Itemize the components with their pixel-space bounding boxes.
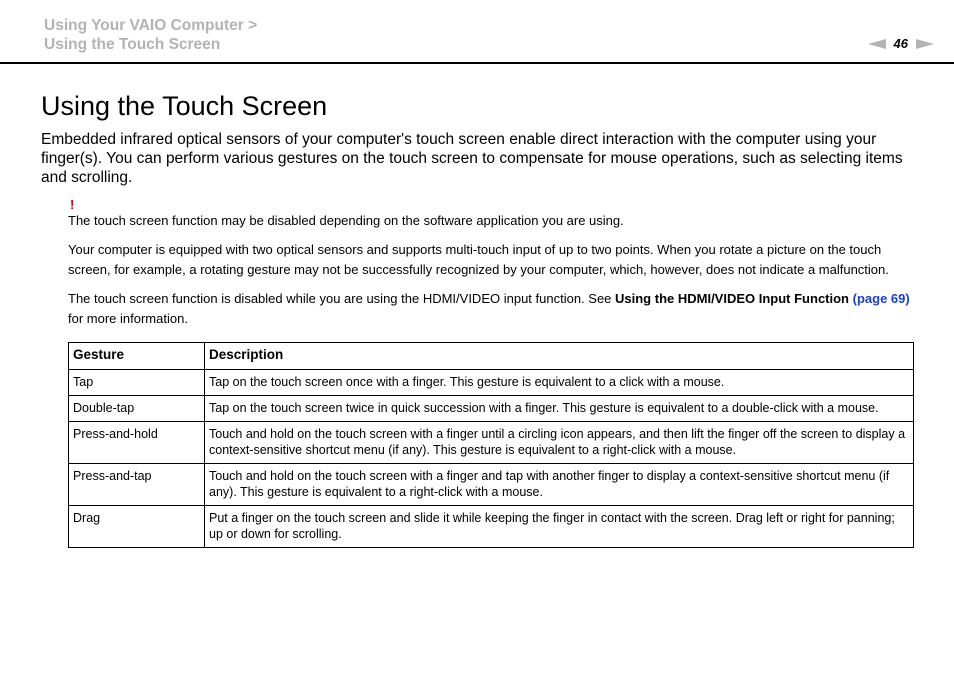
gesture-cell: Double-tap [69,396,205,422]
breadcrumb [44,16,257,54]
warning-icon: ! [70,197,75,212]
description-cell: Touch and hold on the touch screen with a finger until a circling icon appears, and then lift the finger off the screen to display a context-sensitive shortcut menu (if any). This gesture is equivalent to a right-click with a mouse. [205,422,914,464]
page-69-link[interactable]: (page 69) [852,291,910,306]
note-hdmi-suffix: for more information. [68,311,188,326]
gesture-cell: Press-and-hold [69,422,205,464]
note-disabled-apps: The touch screen function may be disabled depending on the software application you are using. [68,213,624,228]
note-hdmi-text: The touch screen function is disabled while you are using the HDMI/VIDEO input function. See [68,291,616,306]
gesture-cell: Press-and-tap [69,464,205,506]
note-hdmi-reference: Using the HDMI/VIDEO Input Function [615,291,849,306]
breadcrumb-parent[interactable]: Using Your VAIO Computer > [44,17,258,34]
header-divider [0,62,954,64]
column-header-description: Description [205,343,914,370]
page-navigator [868,36,934,51]
description-cell: Touch and hold on the touch screen with a finger and tap with another finger to display a context-sensitive shortcut menu (if any). This gesture is equivalent to a right-click with a mouse. [205,464,914,506]
table-row [69,422,914,464]
breadcrumb-current: Using the Touch Screen [44,36,221,53]
gesture-cell: Tap [69,370,205,396]
previous-page-arrow-icon[interactable] [868,39,886,49]
table-header-row [69,343,914,370]
gesture-cell: Drag [69,506,205,548]
table-row [69,370,914,396]
next-page-arrow-icon[interactable] [916,39,934,49]
page-title: Using the Touch Screen [41,91,328,121]
column-header-gesture: Gesture [69,343,205,370]
table-row [69,464,914,506]
table-row [69,506,914,548]
description-cell: Tap on the touch screen once with a finger. This gesture is equivalent to a click with a mouse. [205,370,914,396]
note-multitouch: Your computer is equipped with two optical sensors and supports multi-touch input of up to two points. When you rotate a picture on the touch screen, for example, a rotating gesture may not be successfully recognized by your computer, which, however, does not indicate a malfunction. [68,242,889,277]
page-number: 46 [893,36,908,51]
gesture-table [68,342,914,548]
note-hdmi [68,289,916,329]
description-cell: Put a finger on the touch screen and slide it while keeping the finger in contact with the screen. Drag left or right for panning; up or down for scrolling. [205,506,914,548]
notes-section [68,198,916,338]
intro-paragraph: Embedded infrared optical sensors of your computer's touch screen enable direct interaction with the computer using your finger(s). You can perform various gestures on the touch screen to compensate for mouse operations, such as selecting items and scrolling. [41,131,903,186]
description-cell: Tap on the touch screen twice in quick succession with a finger. This gesture is equivalent to a double-click with a mouse. [205,396,914,422]
table-row [69,396,914,422]
